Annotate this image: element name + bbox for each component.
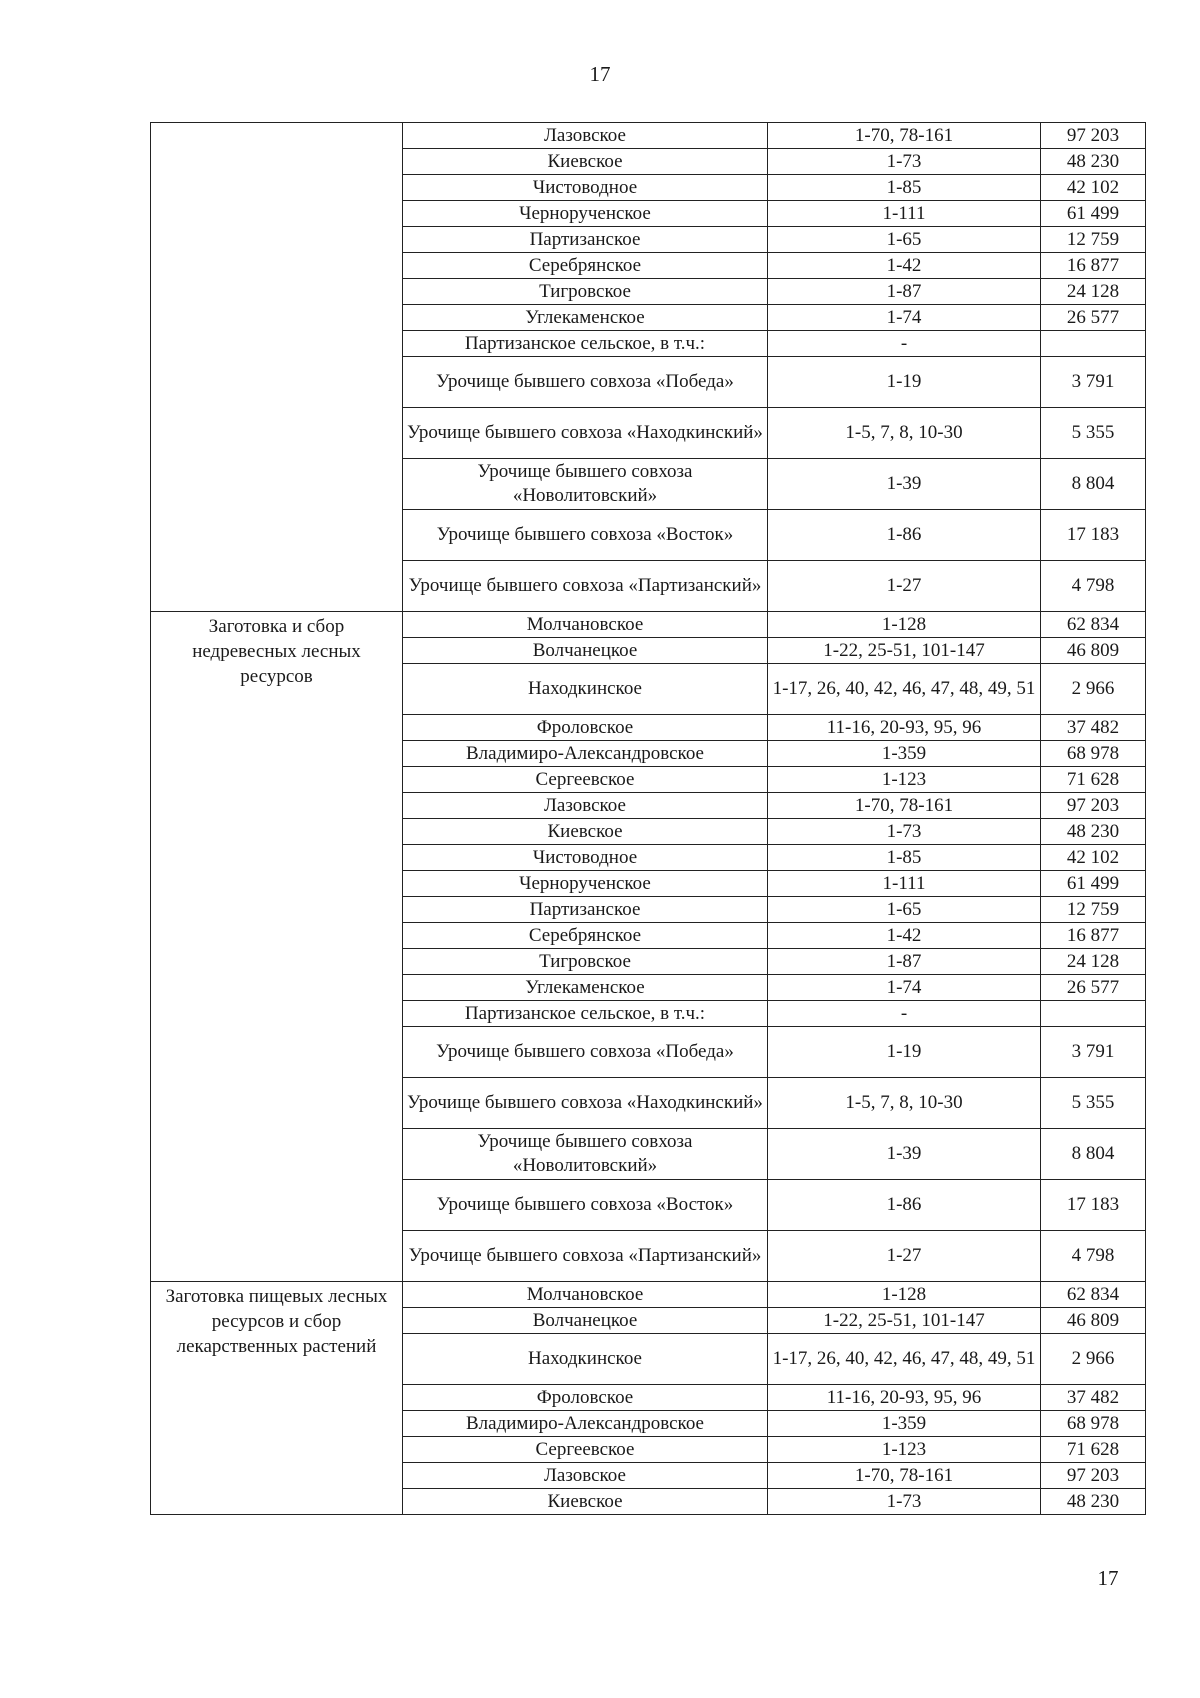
quarter-numbers-cell: 1-17, 26, 40, 42, 46, 47, 48, 49, 51 [768, 664, 1041, 715]
area-cell: 61 499 [1041, 871, 1146, 897]
area-cell: 4 798 [1041, 561, 1146, 612]
forestry-name-cell: Лазовское [403, 123, 768, 149]
area-cell: 3 791 [1041, 1027, 1146, 1078]
quarter-numbers-cell: 1-74 [768, 975, 1041, 1001]
area-cell: 8 804 [1041, 459, 1146, 510]
forestry-name-cell: Партизанское [403, 897, 768, 923]
area-cell: 17 183 [1041, 1180, 1146, 1231]
quarter-numbers-cell: 1-65 [768, 227, 1041, 253]
quarter-numbers-cell: 1-42 [768, 923, 1041, 949]
area-cell [1041, 1001, 1146, 1027]
area-cell: 16 877 [1041, 253, 1146, 279]
quarter-numbers-cell: 1-111 [768, 201, 1041, 227]
forestry-name-cell: Урочище бывшего совхоза «Новолитовский» [403, 459, 768, 510]
quarter-numbers-cell: 1-87 [768, 949, 1041, 975]
quarter-numbers-cell: 1-123 [768, 767, 1041, 793]
quarter-numbers-cell: 1-5, 7, 8, 10-30 [768, 1078, 1041, 1129]
area-cell: 48 230 [1041, 819, 1146, 845]
forestry-name-cell: Киевское [403, 149, 768, 175]
forestry-name-cell: Урочище бывшего совхоза «Восток» [403, 510, 768, 561]
forestry-name-cell: Чистоводное [403, 845, 768, 871]
forestry-name-cell: Серебрянское [403, 253, 768, 279]
forestry-name-cell: Урочище бывшего совхоза «Восток» [403, 1180, 768, 1231]
area-cell: 42 102 [1041, 845, 1146, 871]
area-cell: 68 978 [1041, 741, 1146, 767]
area-cell: 46 809 [1041, 638, 1146, 664]
forestry-name-cell: Молчановское [403, 1282, 768, 1308]
quarter-numbers-cell: 1-22, 25-51, 101-147 [768, 1308, 1041, 1334]
forestry-name-cell: Тигровское [403, 279, 768, 305]
quarter-numbers-cell: 1-73 [768, 1489, 1041, 1515]
area-cell: 62 834 [1041, 1282, 1146, 1308]
forestry-name-cell: Урочище бывшего совхоза «Находкинский» [403, 1078, 768, 1129]
forestry-name-cell: Киевское [403, 819, 768, 845]
area-cell: 62 834 [1041, 612, 1146, 638]
area-cell: 17 183 [1041, 510, 1146, 561]
forestry-name-cell: Молчановское [403, 612, 768, 638]
forestry-name-cell: Углекаменское [403, 305, 768, 331]
quarter-numbers-cell: 1-70, 78-161 [768, 1463, 1041, 1489]
area-cell: 5 355 [1041, 1078, 1146, 1129]
quarter-numbers-cell: 1-5, 7, 8, 10-30 [768, 408, 1041, 459]
forestry-name-cell: Фроловское [403, 715, 768, 741]
area-cell: 46 809 [1041, 1308, 1146, 1334]
quarter-numbers-cell: - [768, 1001, 1041, 1027]
area-cell: 24 128 [1041, 279, 1146, 305]
area-cell: 5 355 [1041, 408, 1146, 459]
area-cell: 16 877 [1041, 923, 1146, 949]
forestry-name-cell: Чистоводное [403, 175, 768, 201]
quarter-numbers-cell: - [768, 331, 1041, 357]
area-cell: 8 804 [1041, 1129, 1146, 1180]
forestry-name-cell: Находкинское [403, 664, 768, 715]
area-cell: 42 102 [1041, 175, 1146, 201]
quarter-numbers-cell: 1-70, 78-161 [768, 123, 1041, 149]
area-cell: 37 482 [1041, 1385, 1146, 1411]
area-cell: 3 791 [1041, 357, 1146, 408]
activity-type-cell: Заготовка и сбор недревесных лесных ресурсов [151, 612, 403, 1282]
activity-type-cell: Заготовка пищевых лесных ресурсов и сбор лекарственных растений [151, 1282, 403, 1515]
quarter-numbers-cell: 1-17, 26, 40, 42, 46, 47, 48, 49, 51 [768, 1334, 1041, 1385]
forestry-name-cell: Владимиро-Александровское [403, 741, 768, 767]
quarter-numbers-cell: 11-16, 20-93, 95, 96 [768, 1385, 1041, 1411]
forestry-name-cell: Сергеевское [403, 767, 768, 793]
area-cell: 37 482 [1041, 715, 1146, 741]
forestry-name-cell: Чернорученское [403, 201, 768, 227]
area-cell: 26 577 [1041, 975, 1146, 1001]
forestry-name-cell: Лазовское [403, 1463, 768, 1489]
table-row [151, 123, 1146, 149]
forestry-name-cell: Владимиро-Александровское [403, 1411, 768, 1437]
area-cell: 48 230 [1041, 1489, 1146, 1515]
forestry-name-cell: Сергеевское [403, 1437, 768, 1463]
area-cell: 71 628 [1041, 1437, 1146, 1463]
area-cell: 68 978 [1041, 1411, 1146, 1437]
forestry-name-cell: Волчанецкое [403, 1308, 768, 1334]
quarter-numbers-cell: 1-65 [768, 897, 1041, 923]
area-cell: 97 203 [1041, 123, 1146, 149]
quarter-numbers-cell: 1-42 [768, 253, 1041, 279]
forestry-name-cell: Фроловское [403, 1385, 768, 1411]
area-cell: 97 203 [1041, 793, 1146, 819]
forestry-name-cell: Урочище бывшего совхоза «Победа» [403, 357, 768, 408]
forestry-name-cell: Тигровское [403, 949, 768, 975]
forestry-name-cell: Киевское [403, 1489, 768, 1515]
area-cell: 24 128 [1041, 949, 1146, 975]
page-number-bottom: 17 [1097, 1566, 1119, 1590]
forestry-name-cell: Урочище бывшего совхоза «Находкинский» [403, 408, 768, 459]
quarter-numbers-cell: 1-359 [768, 1411, 1041, 1437]
forestry-name-cell: Партизанское сельское, в т.ч.: [403, 331, 768, 357]
forestry-name-cell: Урочище бывшего совхоза «Новолитовский» [403, 1129, 768, 1180]
quarter-numbers-cell: 1-27 [768, 561, 1041, 612]
forestry-name-cell: Серебрянское [403, 923, 768, 949]
quarter-numbers-cell: 1-73 [768, 149, 1041, 175]
quarter-numbers-cell: 1-27 [768, 1231, 1041, 1282]
area-cell: 26 577 [1041, 305, 1146, 331]
area-cell: 97 203 [1041, 1463, 1146, 1489]
forestry-name-cell: Урочище бывшего совхоза «Победа» [403, 1027, 768, 1078]
quarter-numbers-cell: 1-39 [768, 459, 1041, 510]
quarter-numbers-cell: 1-123 [768, 1437, 1041, 1463]
forestry-name-cell: Углекаменское [403, 975, 768, 1001]
quarter-numbers-cell: 1-39 [768, 1129, 1041, 1180]
quarter-numbers-cell: 1-87 [768, 279, 1041, 305]
area-cell: 2 966 [1041, 1334, 1146, 1385]
quarter-numbers-cell: 11-16, 20-93, 95, 96 [768, 715, 1041, 741]
quarter-numbers-cell: 1-19 [768, 357, 1041, 408]
quarter-numbers-cell: 1-128 [768, 1282, 1041, 1308]
area-cell: 4 798 [1041, 1231, 1146, 1282]
forestry-name-cell: Партизанское сельское, в т.ч.: [403, 1001, 768, 1027]
area-cell: 48 230 [1041, 149, 1146, 175]
forestry-name-cell: Урочище бывшего совхоза «Партизанский» [403, 561, 768, 612]
quarter-numbers-cell: 1-111 [768, 871, 1041, 897]
forestry-name-cell: Волчанецкое [403, 638, 768, 664]
activity-type-cell [151, 123, 403, 612]
forestry-name-cell: Партизанское [403, 227, 768, 253]
area-cell: 2 966 [1041, 664, 1146, 715]
quarter-numbers-cell: 1-128 [768, 612, 1041, 638]
forest-areas-table [150, 122, 1146, 1515]
quarter-numbers-cell: 1-85 [768, 845, 1041, 871]
quarter-numbers-cell: 1-86 [768, 1180, 1041, 1231]
table-body [151, 123, 1146, 1515]
area-cell [1041, 331, 1146, 357]
quarter-numbers-cell: 1-22, 25-51, 101-147 [768, 638, 1041, 664]
quarter-numbers-cell: 1-86 [768, 510, 1041, 561]
forestry-name-cell: Чернорученское [403, 871, 768, 897]
quarter-numbers-cell: 1-85 [768, 175, 1041, 201]
forestry-name-cell: Лазовское [403, 793, 768, 819]
quarter-numbers-cell: 1-70, 78-161 [768, 793, 1041, 819]
area-cell: 12 759 [1041, 897, 1146, 923]
quarter-numbers-cell: 1-359 [768, 741, 1041, 767]
forestry-name-cell: Находкинское [403, 1334, 768, 1385]
page-number-top: 17 [589, 62, 611, 86]
table-row [151, 612, 1146, 638]
area-cell: 12 759 [1041, 227, 1146, 253]
quarter-numbers-cell: 1-19 [768, 1027, 1041, 1078]
area-cell: 71 628 [1041, 767, 1146, 793]
quarter-numbers-cell: 1-74 [768, 305, 1041, 331]
forestry-name-cell: Урочище бывшего совхоза «Партизанский» [403, 1231, 768, 1282]
area-cell: 61 499 [1041, 201, 1146, 227]
quarter-numbers-cell: 1-73 [768, 819, 1041, 845]
table-row [151, 1282, 1146, 1308]
